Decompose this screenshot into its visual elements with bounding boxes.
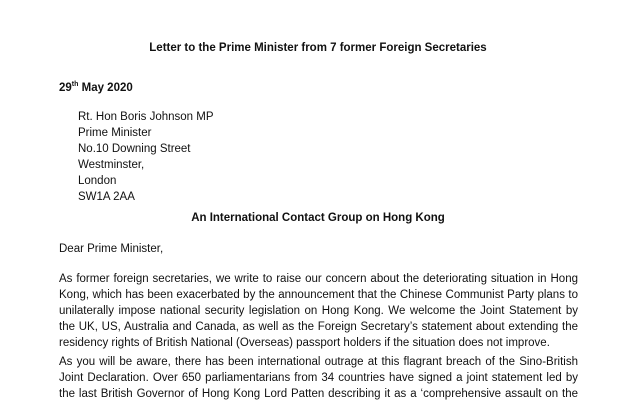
recipient-line: Rt. Hon Boris Johnson MP [78,111,214,123]
paragraph-line: As former foreign secretaries, we write to raise our concern about the deteriorating situation in Hong [59,273,578,285]
paragraph-line: the last British Governor of Hong Kong Lord Patten describing it as a ‘comprehensive assault on the [59,388,578,400]
recipient-line: Prime Minister [78,127,152,139]
letter-date [59,81,133,95]
recipient-line: Westminster, [78,159,145,171]
paragraph-line: As you will be aware, there has been international outrage at this flagrant breach of the Sino-British [59,356,578,368]
paragraph-line: Kong, which has been exacerbated by the announcement that the Chinese Communist Party plans to [59,289,578,301]
recipient-line: London [78,175,117,187]
paragraph-line: unilaterally impose national security legislation on Hong Kong. We welcome the Joint Statement by [59,305,578,317]
paragraph-line: the UK, US, Australia and Canada, as well as the Foreign Secretary’s statement about extending the [59,321,578,333]
date-suffix: th [71,81,79,89]
letter-subject: An International Contact Group on Hong Kong [191,212,445,224]
date-day: 29 [59,82,72,94]
letter-salutation: Dear Prime Minister, [59,243,164,255]
letter-title: Letter to the Prime Minister from 7 former Foreign Secretaries [149,42,487,54]
recipient-line: SW1A 2AA [78,191,135,203]
date-month-year: May 2020 [81,82,133,94]
paragraph-line: Joint Declaration. Over 650 parliamentarians from 34 countries have signed a joint statement led by [59,372,578,384]
recipient-line: No.10 Downing Street [78,143,191,155]
paragraph-line: residency rights of British National (Overseas) passport holders if the situation does not improve. [59,337,550,349]
